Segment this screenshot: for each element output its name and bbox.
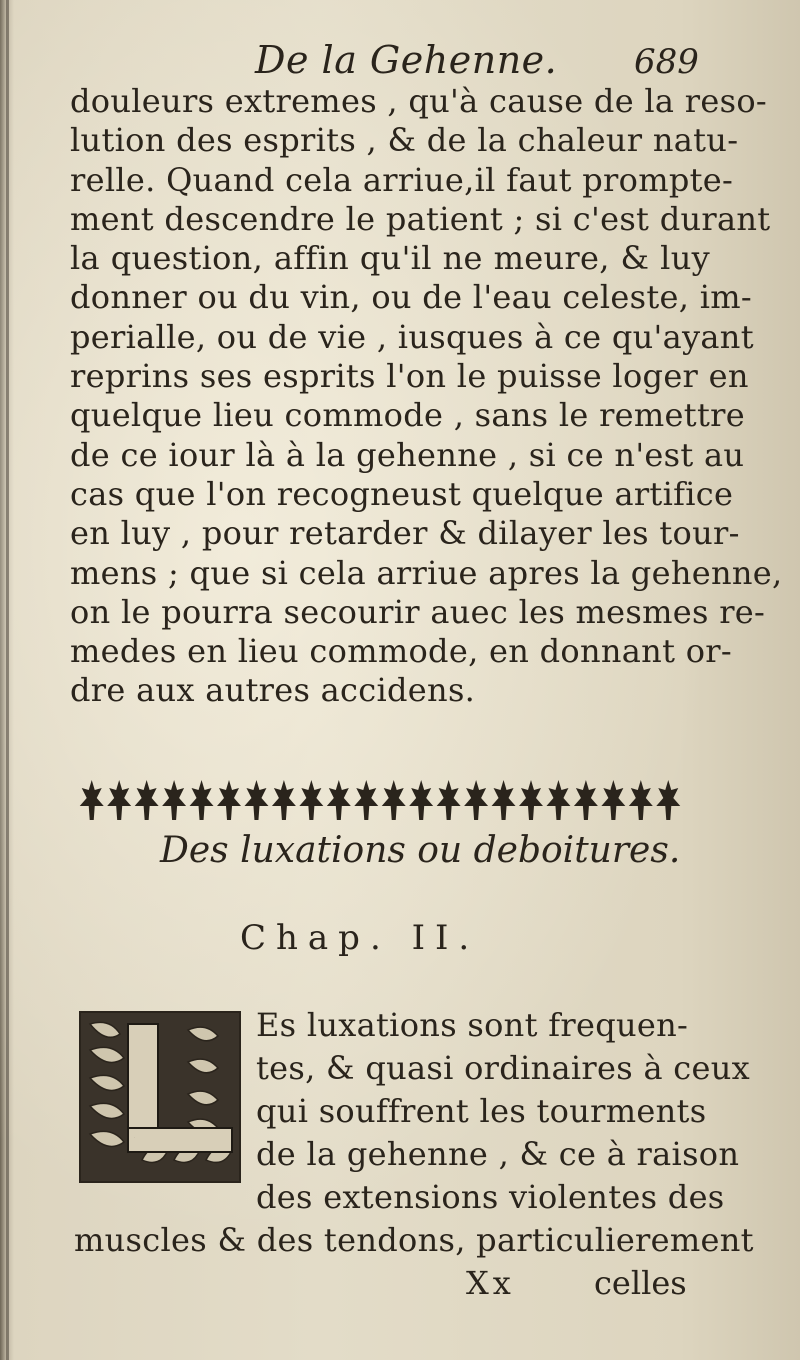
catchword: celles xyxy=(594,1264,687,1302)
text-line: mens ; que si cela arriue apres la gehenne, xyxy=(70,553,783,592)
fleuron-icon xyxy=(601,780,625,820)
fleuron-ornament-band xyxy=(78,776,682,830)
fleuron-icon xyxy=(546,780,570,820)
page-gutter xyxy=(6,0,9,1360)
chapter-paragraph-full xyxy=(74,1219,754,1262)
fleuron-icon xyxy=(299,780,323,820)
fleuron-icon xyxy=(162,780,186,820)
text-line: donner ou du vin, ou de l'eau celeste, im- xyxy=(70,278,753,317)
initial-letter: L xyxy=(134,1138,135,1139)
chapter-heading: Chap. II. xyxy=(240,918,480,958)
text-line: Es luxations sont frequen- xyxy=(256,1006,689,1044)
text-line: lution des esprits , & de la chaleur natu- xyxy=(70,121,739,160)
fleuron-icon xyxy=(327,780,351,820)
text-line: on le pourra secourir auec les mesmes re- xyxy=(70,592,766,631)
text-line: de la gehenne , & ce à raison xyxy=(256,1135,740,1173)
page-number: 689 xyxy=(634,42,699,82)
fleuron-icon xyxy=(382,780,406,820)
fleuron-icon xyxy=(135,780,159,820)
text-line: reprins ses esprits l'on le puisse loger en xyxy=(70,357,749,396)
running-head: De la Gehenne. xyxy=(255,38,558,82)
text-line: relle. Quand cela arriue,il faut prompte- xyxy=(70,160,734,199)
text-line: quelque lieu commode , sans le remettre xyxy=(70,396,745,435)
text-line: ment descendre le patient ; si c'est durant xyxy=(70,199,771,238)
text-line: tes, & quasi ordinaires à ceux xyxy=(256,1049,751,1087)
text-line: de ce iour là à la gehenne , si ce n'est au xyxy=(70,435,745,474)
fleuron-icon xyxy=(354,780,378,820)
text-line: en luy , pour retarder & dilayer les tour- xyxy=(70,514,740,553)
text-line: qui souffrent les tourments xyxy=(256,1092,707,1130)
fleuron-icon xyxy=(190,780,214,820)
fleuron-icon xyxy=(464,780,488,820)
signature-mark: Xx xyxy=(466,1264,515,1302)
text-line: douleurs extremes , qu'à cause de la reso- xyxy=(70,82,768,120)
fleuron-icon xyxy=(656,780,680,820)
fleuron-icon xyxy=(107,780,131,820)
text-line: medes en lieu commode, en donnant or- xyxy=(70,632,732,671)
decorated-initial-l xyxy=(78,1010,242,1184)
fleuron-icon xyxy=(272,780,296,820)
fleuron-icon xyxy=(244,780,268,820)
paragraph xyxy=(70,82,783,711)
fleuron-icon xyxy=(519,780,543,820)
fleuron-icon xyxy=(492,780,516,820)
fleuron-icon xyxy=(574,780,598,820)
fleuron-icon xyxy=(629,780,653,820)
text-line: la question, affin qu'il ne meure, & luy xyxy=(70,239,710,278)
text-line: des extensions violentes des xyxy=(256,1178,725,1216)
fleuron-icon xyxy=(437,780,461,820)
text-line: perialle, ou de vie , iusques à ce qu'ayant xyxy=(70,317,754,356)
fleuron-icon xyxy=(217,780,241,820)
fleuron-icon xyxy=(409,780,433,820)
section-title: Des luxations ou deboitures. xyxy=(160,830,681,871)
text-line: dre aux autres accidens. xyxy=(70,671,476,710)
text-line: muscles & des tendons, particulierement xyxy=(74,1221,754,1259)
chapter-paragraph-indented xyxy=(256,1004,751,1219)
fleuron-icon xyxy=(80,780,104,820)
text-line: cas que l'on recogneust quelque artifice xyxy=(70,474,734,513)
